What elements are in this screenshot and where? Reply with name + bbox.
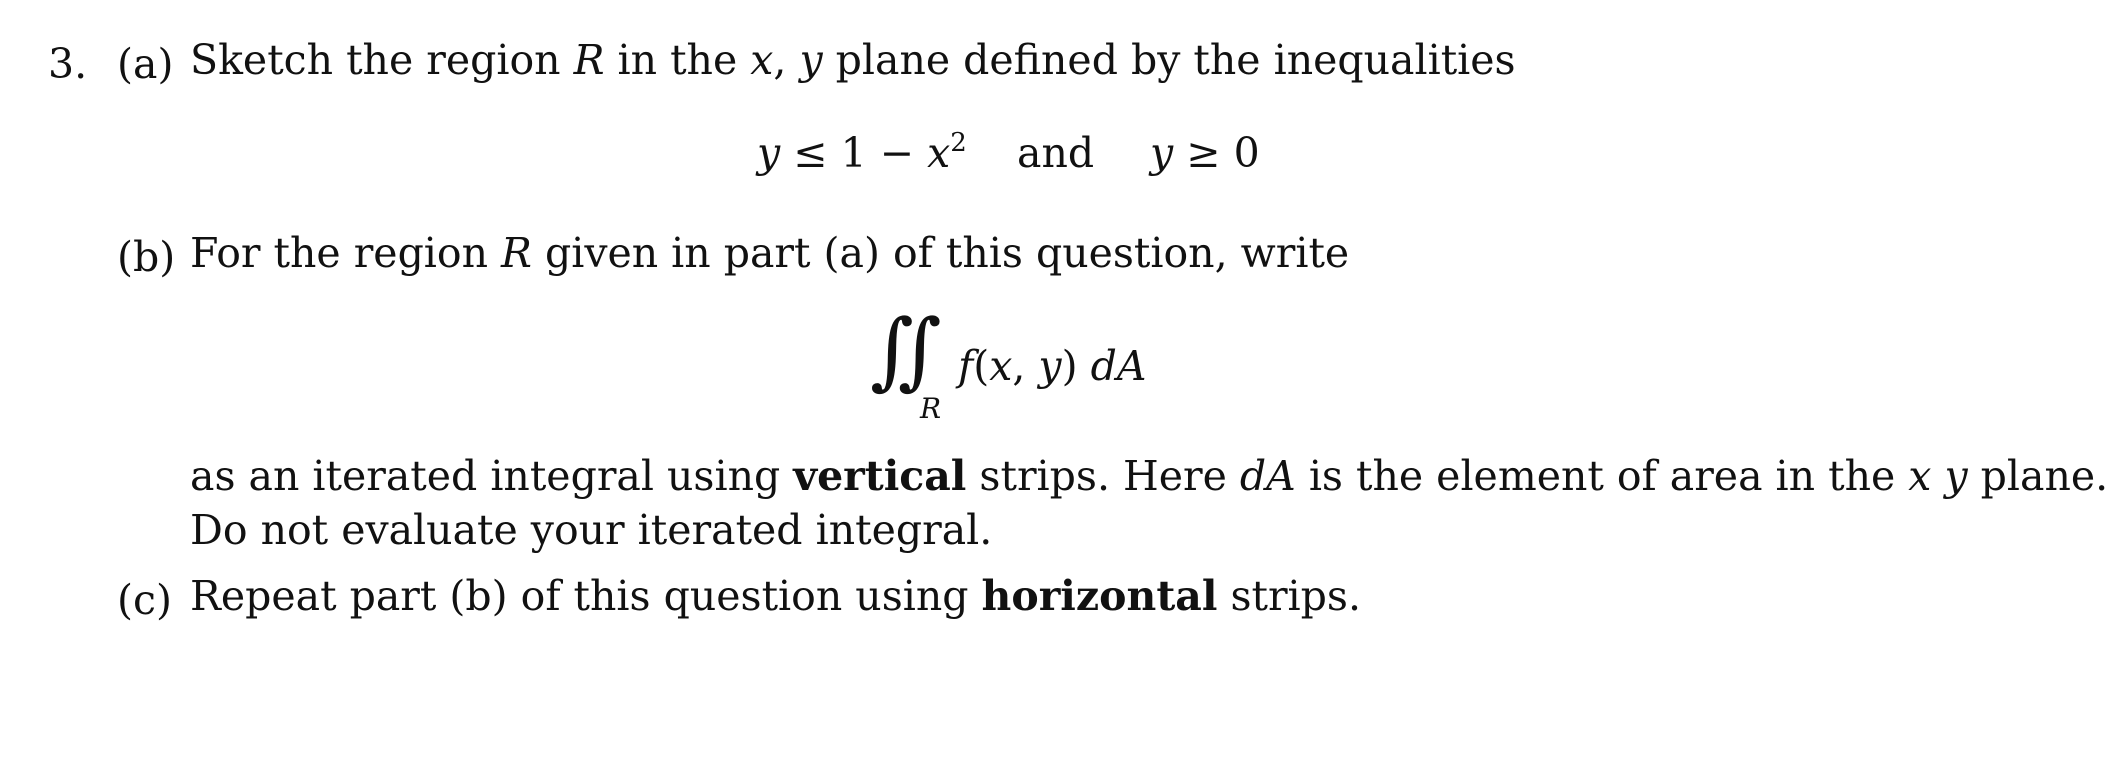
and-word: and <box>1017 129 1095 177</box>
line1-dA: dA <box>1239 452 1296 500</box>
line1-pre: as an iterated integral using <box>190 452 794 500</box>
vertical-bold: vertical <box>793 452 967 500</box>
integrand-dA: dA <box>1090 342 1147 390</box>
part-c-label: (c) <box>117 576 172 624</box>
double-integral-sign: ∬ <box>870 301 942 399</box>
region-symbol-b: R <box>501 229 532 277</box>
part-a-prompt <box>190 36 1516 84</box>
part-a-text-pre: Sketch the region <box>190 36 574 84</box>
part-c-prompt <box>190 572 1361 620</box>
integral-subscript: R <box>920 392 942 425</box>
line1-post: plane. <box>1967 452 2108 500</box>
part-a-text-post: plane defined by the inequalities <box>822 36 1516 84</box>
line1-y: y <box>1944 452 1968 500</box>
ineq1-x: x <box>927 129 951 177</box>
question-number: 3. <box>48 40 88 88</box>
integrand-close: ) <box>1061 342 1091 390</box>
line1-mid: strips. Here <box>966 452 1240 500</box>
ineq2-y: y <box>1150 129 1174 177</box>
part-b-prompt <box>190 229 1350 277</box>
integrand-x: x <box>989 342 1013 390</box>
integrand-f: f <box>958 342 974 390</box>
part-b-label: (b) <box>117 233 176 281</box>
part-b-text-pre: For the region <box>190 229 502 277</box>
part-c-text-pre: Repeat part (b) of this question using <box>190 572 982 620</box>
part-c-text-post: strips. <box>1217 572 1361 620</box>
ineq1-rest: ≤ 1 − <box>780 129 928 177</box>
part-b-text-post: given in part (a) of this question, write <box>531 229 1350 277</box>
ineq1-exponent: 2 <box>950 128 967 158</box>
line1-mid2: is the element of area in the <box>1295 452 1909 500</box>
horizontal-bold: horizontal <box>981 572 1218 620</box>
integrand <box>958 342 1146 390</box>
var-y: y <box>799 36 823 84</box>
line1-x: x <box>1908 452 1932 500</box>
ineq1-y: y <box>757 129 781 177</box>
integrand-comma: , <box>1012 342 1039 390</box>
var-x: x <box>750 36 774 84</box>
comma: , <box>773 36 800 84</box>
region-symbol: R <box>573 36 605 84</box>
inequality-1 <box>757 128 967 177</box>
part-a-text-mid: in the <box>604 36 751 84</box>
part-a-label: (a) <box>117 40 174 88</box>
integrand-open: ( <box>973 342 990 390</box>
ineq2-rest: ≥ 0 <box>1173 129 1260 177</box>
inequality-2 <box>1150 129 1260 177</box>
integrand-y: y <box>1038 342 1062 390</box>
part-b-line-2: Do not evaluate your iterated integral. <box>190 506 993 554</box>
part-b-line-1 <box>190 452 2108 500</box>
